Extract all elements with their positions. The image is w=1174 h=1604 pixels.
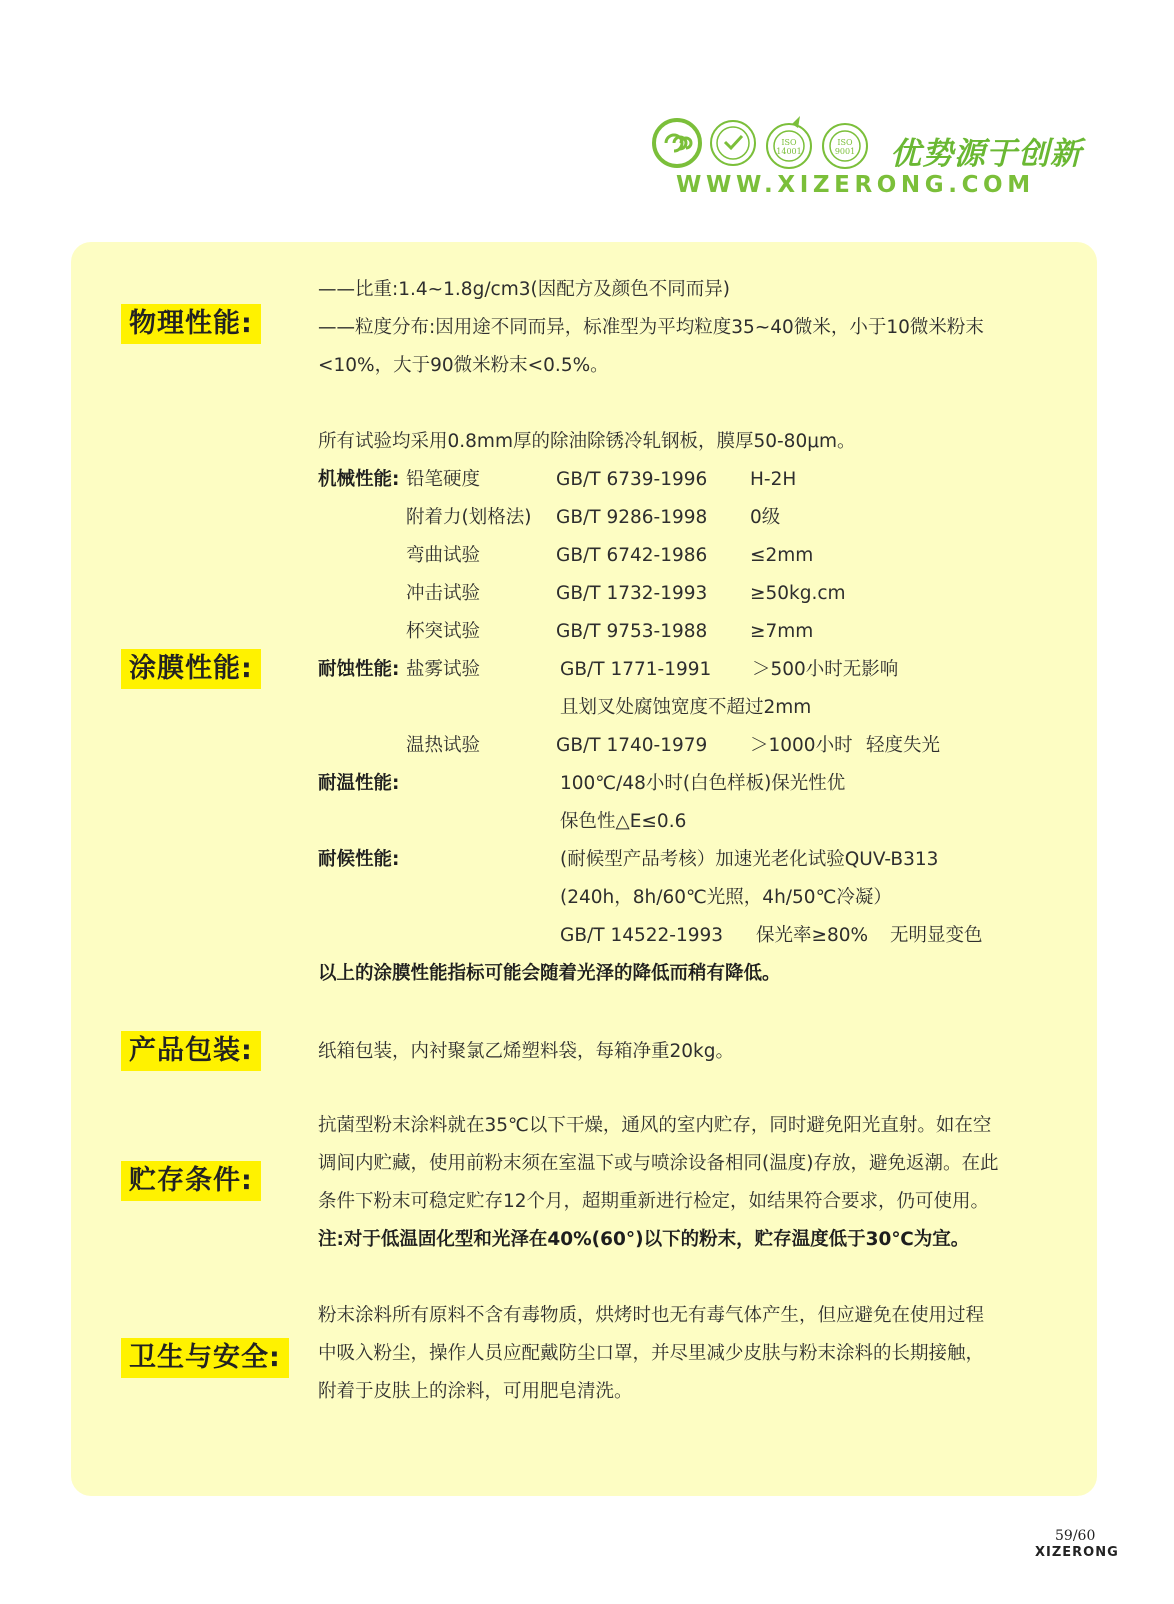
storage-line: 调间内贮藏，使用前粉末须在室温下或与喷涂设备相同(温度)存放，避免返潮。在此 bbox=[318, 1153, 999, 1174]
test-value: ＞1000小时 bbox=[750, 735, 853, 756]
physical-line: ——粒度分布:因用途不同而异，标准型为平均粒度35~40微米，小于10微米粉末 bbox=[318, 317, 984, 338]
test-value: ≥50kg.cm bbox=[750, 583, 846, 604]
iso14001-icon bbox=[762, 116, 816, 174]
weather-line: (240h，8h/60℃光照，4h/50℃冷凝） bbox=[560, 887, 892, 908]
test-standard: GB/T 1732-1993 bbox=[556, 583, 708, 604]
test-standard: GB/T 6742-1986 bbox=[556, 545, 708, 566]
test-value: ≤2mm bbox=[750, 545, 814, 566]
test-name: 铅笔硬度 bbox=[406, 469, 481, 490]
test-standard: GB/T 6739-1996 bbox=[556, 469, 708, 490]
physical-line: ——比重:1.4~1.8g/cm3(因配方及颜色不同而异) bbox=[318, 279, 730, 300]
test-standard: GB/T 14522-1993 bbox=[560, 925, 724, 946]
section-tag-packaging: 产品包装: bbox=[121, 1031, 261, 1071]
test-name: 附着力(划格法) bbox=[406, 507, 532, 528]
test-standard: GB/T 1771-1991 bbox=[560, 659, 712, 680]
safety-line: 粉末涂料所有原料不含有毒物质，烘烤时也无有毒气体产生，但应避免在使用过程 bbox=[318, 1305, 985, 1326]
ccc-icon bbox=[650, 116, 704, 174]
test-standard: GB/T 9286-1998 bbox=[556, 507, 708, 528]
iso9001-icon bbox=[818, 116, 872, 174]
iso9001-label: 9001 bbox=[834, 147, 856, 156]
test-value: 无明显变色 bbox=[890, 925, 983, 946]
test-value: ＞500小时无影响 bbox=[752, 659, 899, 680]
company-url[interactable]: WWW.XIZERONG.COM bbox=[676, 172, 1035, 198]
weather-line: (耐候型产品考核）加速光老化试验QUV-B313 bbox=[560, 849, 939, 870]
heat-line: 保色性△E≤0.6 bbox=[560, 811, 687, 832]
test-name: 弯曲试验 bbox=[406, 545, 481, 566]
test-value: H-2H bbox=[750, 469, 797, 490]
heat-line: 100℃/48小时(白色样板)保光性优 bbox=[560, 773, 846, 794]
test-name: 冲击试验 bbox=[406, 583, 481, 604]
iso14001-label: 14001 bbox=[776, 147, 802, 156]
quality-mark-icon bbox=[706, 116, 760, 174]
safety-line: 中吸入粉尘，操作人员应配戴防尘口罩，并尽里减少皮肤与粉末涂料的长期接触， bbox=[318, 1343, 985, 1364]
mechanical-label: 机械性能: bbox=[318, 469, 400, 490]
test-value: ≥7mm bbox=[750, 621, 814, 642]
storage-line: 抗菌型粉末涂料就在35℃以下干燥，通风的室内贮存，同时避免阳光直射。如在空 bbox=[318, 1115, 992, 1136]
storage-line: 条件下粉末可稳定贮存12个月，超期重新进行检定，如结果符合要求，仍可使用。 bbox=[318, 1191, 990, 1212]
iso-label: ISO bbox=[781, 138, 797, 147]
physical-line: <10%，大于90微米粉末<0.5%。 bbox=[318, 355, 609, 376]
test-name: 温热试验 bbox=[406, 735, 481, 756]
footer-brand: XIZERONG bbox=[1035, 1545, 1119, 1560]
section-tag-physical: 物理性能: bbox=[121, 304, 261, 344]
test-value: 保光率≥80% bbox=[756, 925, 869, 946]
test-value: 轻度失光 bbox=[866, 735, 941, 756]
weather-label: 耐候性能: bbox=[318, 849, 400, 870]
test-name: 杯突试验 bbox=[406, 621, 481, 642]
film-intro: 所有试验均采用0.8mm厚的除油除锈冷轧钢板，膜厚50-80μm。 bbox=[318, 431, 856, 452]
page-number: 59/60 bbox=[1055, 1528, 1096, 1544]
test-value-note: 且划叉处腐蚀宽度不超过2mm bbox=[560, 697, 812, 718]
corrosion-label: 耐蚀性能: bbox=[318, 659, 400, 680]
section-tag-safety: 卫生与安全: bbox=[121, 1338, 289, 1378]
film-note: 以上的涂膜性能指标可能会随着光泽的降低而稍有降低。 bbox=[318, 963, 781, 984]
company-slogan: 优势源于创新 bbox=[890, 136, 1082, 172]
storage-note: 注:对于低温固化型和光泽在40%(60°)以下的粉末，贮存温度低于30℃为宜。 bbox=[318, 1229, 970, 1250]
test-name: 盐雾试验 bbox=[406, 659, 481, 680]
test-standard: GB/T 9753-1988 bbox=[556, 621, 708, 642]
heat-label: 耐温性能: bbox=[318, 773, 400, 794]
test-value: 0级 bbox=[750, 507, 781, 528]
iso-label: ISO bbox=[837, 138, 853, 147]
section-tag-storage: 贮存条件: bbox=[121, 1161, 261, 1201]
safety-line: 附着于皮肤上的涂料，可用肥皂清洗。 bbox=[318, 1381, 633, 1402]
packaging-text: 纸箱包装，内衬聚氯乙烯塑料袋，每箱净重20kg。 bbox=[318, 1041, 734, 1062]
section-tag-film: 涂膜性能: bbox=[121, 649, 261, 689]
test-standard: GB/T 1740-1979 bbox=[556, 735, 708, 756]
